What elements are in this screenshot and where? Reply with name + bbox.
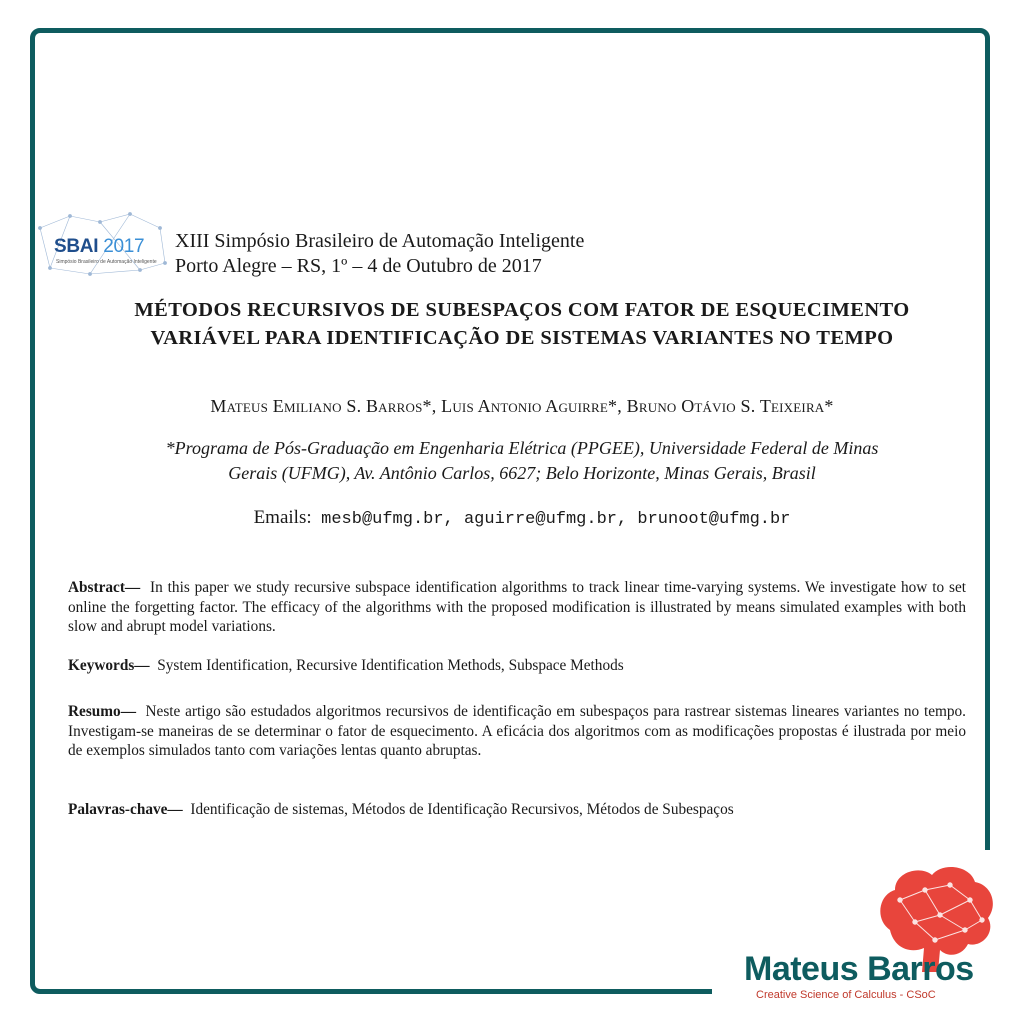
brand-name: Mateus Barros <box>744 950 974 988</box>
sbai-logo-text: SBAI 2017 <box>54 236 145 257</box>
abstract-text: In this paper we study recursive subspace identification algorithms to track linear time-varying systems. We investigate how to set online the forgetting factor. The efficacy of the algorithms with the proposed modification is illustrated by means simulated examples with both slow and abrupt model variations. <box>68 579 966 635</box>
resumo-text: Neste artigo são estudados algoritmos recursivos de identificação em subespaços para rastrear sistemas lineares variantes no tempo. Investigam-se maneiras de se determinar o fator de esquecimento. A eficácia dos algoritmos com as modificações propostas é ilustrada por meio de exemplos simulados tanto com variações lentas quanto abruptas. <box>68 703 966 759</box>
abstract-section <box>68 578 966 637</box>
palavras-chave-text: Identificação de sistemas, Métodos de Identificação Recursivos, Métodos de Subespaços <box>190 801 734 818</box>
conference-name: XIII Simpósio Brasileiro de Automação Inteligente <box>175 230 585 252</box>
resumo-section <box>68 702 966 761</box>
resumo-label: Resumo— <box>68 703 136 720</box>
affiliation-line: *Programa de Pós-Graduação em Engenharia Elétrica (PPGEE), Universidade Federal de Minas <box>165 438 879 458</box>
brand-tagline: Creative Science of Calculus - CSoC <box>756 989 936 1001</box>
author-list: Mateus Emiliano S. Barros*, Luis Antonio Aguirre*, Bruno Otávio S. Teixeira* <box>210 396 834 416</box>
conference-location-date: Porto Alegre – RS, 1º – 4 de Outubro de 2017 <box>175 255 542 277</box>
affiliation-line: Gerais (UFMG), Av. Antônio Carlos, 6627; Belo Horizonte, Minas Gerais, Brasil <box>228 463 816 483</box>
emails-line <box>50 507 994 529</box>
keywords-section <box>68 656 966 676</box>
abstract-label: Abstract— <box>68 579 141 596</box>
keywords-label: Keywords— <box>68 657 150 674</box>
palavras-chave-label: Palavras-chave— <box>68 801 183 818</box>
paper-title-line: MÉTODOS RECURSIVOS DE SUBESPAÇOS COM FATOR DE ESQUECIMENTO <box>134 299 910 321</box>
paper-title-line: VARIÁVEL PARA IDENTIFICAÇÃO DE SISTEMAS VARIANTES NO TEMPO <box>150 327 894 349</box>
sbai-logo <box>30 208 170 278</box>
sbai-logo-subtitle: Simpósio Brasileiro de Automação Inteligente <box>56 259 157 265</box>
emails-label: Emails: <box>253 507 312 528</box>
keywords-text: System Identification, Recursive Identification Methods, Subspace Methods <box>157 657 624 674</box>
palavras-chave-section <box>68 800 966 820</box>
brand-watermark <box>730 860 1000 1010</box>
email-addresses: mesb@ufmg.br, aguirre@ufmg.br, brunoot@ufmg.br <box>321 510 791 529</box>
conference-header <box>30 208 670 278</box>
